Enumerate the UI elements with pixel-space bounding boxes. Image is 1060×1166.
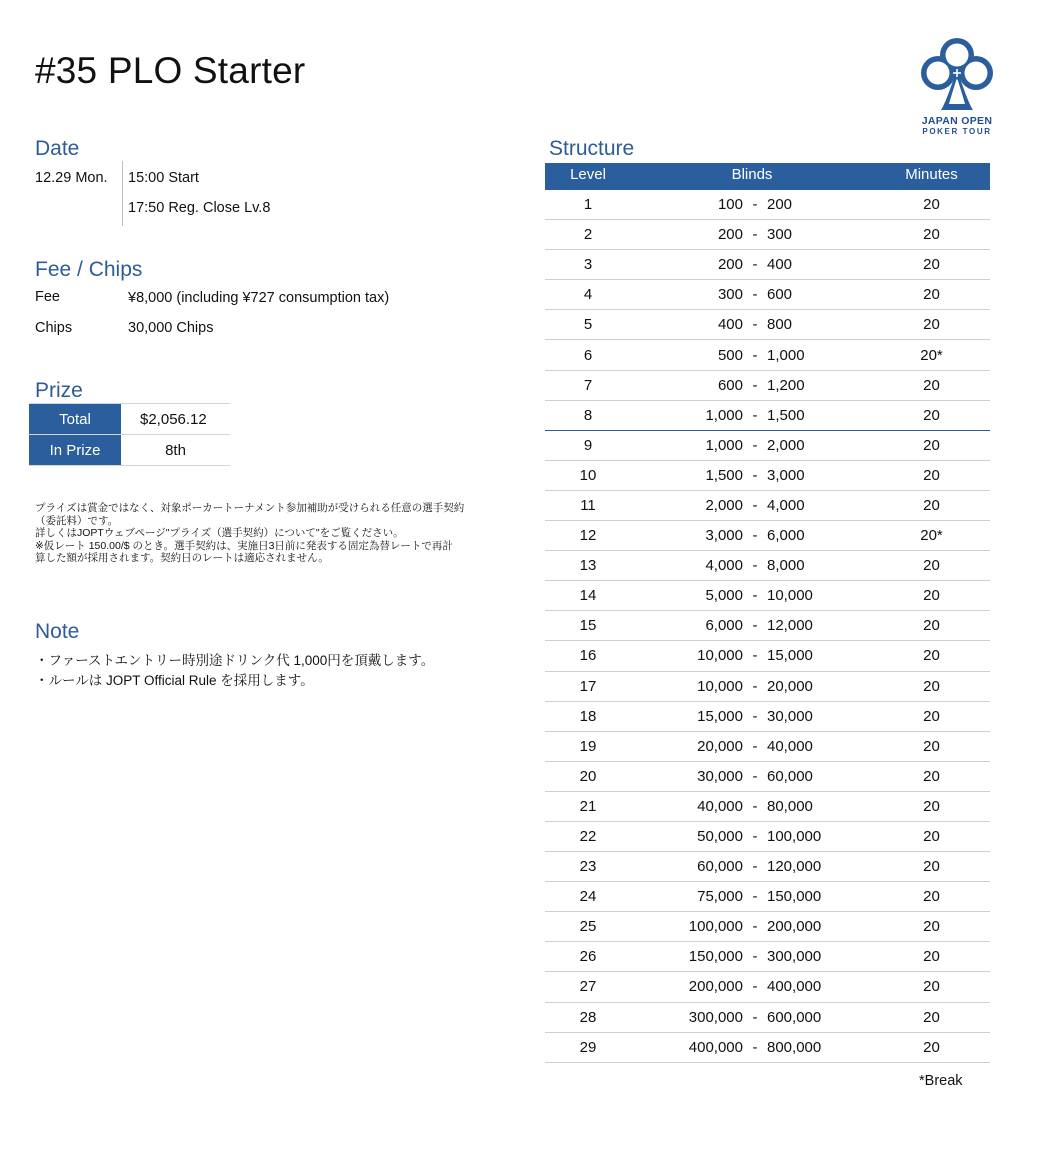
small-blind-cell: 2,000: [705, 496, 743, 514]
minutes-cell: 20: [923, 797, 940, 815]
minutes-cell: 20: [923, 707, 940, 725]
blind-separator: -: [752, 617, 758, 635]
structure-row: [545, 190, 990, 220]
blind-separator: -: [752, 948, 758, 966]
big-blind-cell: 800,000: [767, 1038, 822, 1056]
blind-separator: -: [752, 828, 758, 846]
date-day: 12.29 Mon.: [35, 170, 108, 186]
level-cell: 27: [579, 978, 597, 996]
structure-row: [545, 1003, 990, 1033]
note-list: [35, 651, 434, 691]
structure-row: [545, 732, 990, 762]
small-blind-cell: 10,000: [697, 647, 743, 665]
big-blind-cell: 30,000: [767, 707, 813, 725]
structure-row: [545, 280, 990, 310]
blind-separator: -: [752, 436, 758, 454]
blind-separator: -: [752, 587, 758, 605]
structure-row: [545, 431, 990, 461]
small-blind-cell: 40,000: [697, 797, 743, 815]
structure-row: [545, 581, 990, 611]
small-blind-cell: 300,000: [688, 1008, 743, 1026]
prize-heading: Prize: [35, 379, 83, 402]
small-blind-cell: 1,000: [705, 406, 743, 424]
big-blind-cell: 400,000: [767, 978, 822, 996]
prize-note-line: 算した額が採用されます。契約日のレートは適応されません。: [35, 552, 329, 564]
level-cell: 24: [579, 888, 597, 906]
break-footnote: *Break: [919, 1073, 963, 1089]
small-blind-cell: 15,000: [697, 707, 743, 725]
structure-row: [545, 220, 990, 250]
note-line: ・ファーストエントリー時別途ドリンク代 1,000円を頂戴します。: [35, 653, 435, 668]
fee-value: ¥8,000 (including ¥727 consumption tax): [128, 290, 390, 306]
big-blind-cell: 600: [767, 286, 793, 304]
level-cell: 8: [583, 406, 593, 424]
level-cell: 2: [583, 226, 593, 244]
page-title: #35 PLO Starter: [35, 50, 306, 91]
big-blind-cell: 15,000: [767, 647, 813, 665]
minutes-cell: 20: [923, 406, 940, 424]
minutes-cell: 20: [923, 436, 940, 454]
small-blind-cell: 3,000: [705, 527, 743, 545]
big-blind-cell: 1,200: [767, 376, 805, 394]
note-line: ・ルールは JOPT Official Rule を採用します。: [35, 673, 314, 688]
header-level: Level: [570, 166, 606, 183]
structure-row: [545, 310, 990, 340]
big-blind-cell: 10,000: [767, 587, 813, 605]
small-blind-cell: 200: [717, 256, 743, 274]
small-blind-cell: 150,000: [688, 948, 743, 966]
level-cell: 7: [583, 376, 593, 394]
structure-row: [545, 611, 990, 641]
club-logo-icon: [917, 34, 997, 114]
blind-separator: -: [752, 978, 758, 996]
chips-label: Chips: [35, 320, 73, 336]
small-blind-cell: 100: [717, 196, 743, 214]
prize-note-line: プライズは賞金ではなく、対象ポーカートーナメント参加補助が受けられる任意の選手契約: [35, 502, 465, 514]
small-blind-cell: 10,000: [697, 677, 743, 695]
structure-row: [545, 942, 990, 972]
level-cell: 22: [579, 828, 597, 846]
big-blind-cell: 200,000: [767, 918, 822, 936]
small-blind-cell: 6,000: [705, 617, 743, 635]
chips-value: 30,000 Chips: [128, 320, 214, 336]
header-minutes: Minutes: [905, 166, 958, 183]
level-cell: 5: [583, 316, 593, 334]
big-blind-cell: 60,000: [767, 767, 813, 785]
level-cell: 23: [579, 858, 597, 876]
prize-note-line: （委託料）です。: [35, 514, 119, 527]
blind-separator: -: [752, 316, 758, 334]
minutes-cell: 20: [923, 226, 940, 244]
prize-total-label: Total: [29, 404, 121, 434]
small-blind-cell: 200: [717, 226, 743, 244]
prize-row-total: [29, 403, 230, 435]
level-cell: 25: [579, 918, 597, 936]
structure-row: [545, 401, 990, 431]
blind-separator: -: [752, 737, 758, 755]
blind-separator: -: [752, 527, 758, 545]
note-heading: Note: [35, 620, 80, 643]
blind-separator: -: [752, 707, 758, 725]
big-blind-cell: 6,000: [767, 527, 805, 545]
big-blind-cell: 20,000: [767, 677, 813, 695]
reg-close-time: 17:50 Reg. Close Lv.8: [128, 200, 271, 216]
structure-row: [545, 461, 990, 491]
prize-table: [29, 403, 230, 466]
blind-separator: -: [752, 767, 758, 785]
level-cell: 26: [579, 948, 597, 966]
blind-separator: -: [752, 196, 758, 214]
small-blind-cell: 100,000: [688, 918, 743, 936]
big-blind-cell: 12,000: [767, 617, 813, 635]
prize-row-inprize: [29, 435, 230, 466]
structure-row: [545, 912, 990, 942]
level-cell: 20: [579, 767, 597, 785]
small-blind-cell: 600: [717, 376, 743, 394]
small-blind-cell: 500: [717, 346, 743, 364]
date-heading: Date: [35, 137, 80, 160]
minutes-cell: 20: [923, 496, 940, 514]
level-cell: 18: [579, 707, 597, 725]
big-blind-cell: 150,000: [767, 888, 822, 906]
small-blind-cell: 1,000: [705, 436, 743, 454]
minutes-cell: 20: [923, 737, 940, 755]
blind-separator: -: [752, 1038, 758, 1056]
structure-row: [545, 792, 990, 822]
minutes-cell: 20: [923, 256, 940, 274]
blind-separator: -: [752, 466, 758, 484]
small-blind-cell: 1,500: [705, 466, 743, 484]
big-blind-cell: 4,000: [767, 496, 805, 514]
minutes-cell: 20: [923, 587, 940, 605]
level-cell: 17: [579, 677, 597, 695]
structure-row: [545, 250, 990, 280]
big-blind-cell: 1,500: [767, 406, 805, 424]
small-blind-cell: 50,000: [697, 828, 743, 846]
fee-label: Fee: [35, 289, 60, 305]
minutes-cell: 20: [923, 617, 940, 635]
structure-row: [545, 371, 990, 401]
jopt-logo: [912, 34, 1002, 136]
small-blind-cell: 20,000: [697, 737, 743, 755]
blind-separator: -: [752, 346, 758, 364]
logo-text-line2: POKER TOUR: [922, 127, 992, 136]
minutes-cell: 20*: [920, 346, 943, 364]
big-blind-cell: 2,000: [767, 436, 805, 454]
level-cell: 11: [580, 496, 596, 514]
prize-total-value: $2,056.12: [140, 410, 207, 428]
level-cell: 10: [579, 466, 597, 484]
level-cell: 16: [579, 647, 597, 665]
minutes-cell: 20: [923, 767, 940, 785]
fee-chips-heading: Fee / Chips: [35, 258, 143, 281]
minutes-cell: 20*: [920, 527, 943, 545]
big-blind-cell: 8,000: [767, 557, 805, 575]
prize-note-line: ※仮レート 150.00/$ のとき。選手契約は、実施日3日前に発表する固定為替レートで再計: [35, 539, 453, 552]
big-blind-cell: 300,000: [767, 948, 822, 966]
level-cell: 4: [583, 286, 593, 304]
level-cell: 14: [579, 587, 597, 605]
level-cell: 21: [579, 797, 597, 815]
level-cell: 9: [583, 436, 593, 454]
structure-row: [545, 852, 990, 882]
small-blind-cell: 75,000: [697, 888, 743, 906]
structure-row: [545, 1033, 990, 1063]
minutes-cell: 20: [923, 828, 940, 846]
big-blind-cell: 100,000: [767, 828, 822, 846]
big-blind-cell: 300: [767, 226, 793, 244]
level-cell: 29: [579, 1038, 597, 1056]
small-blind-cell: 5,000: [705, 587, 743, 605]
structure-row: [545, 822, 990, 852]
big-blind-cell: 200: [767, 196, 793, 214]
structure-heading: Structure: [549, 137, 635, 160]
blind-separator: -: [752, 918, 758, 936]
minutes-cell: 20: [923, 858, 940, 876]
minutes-cell: 20: [923, 1038, 940, 1056]
minutes-cell: 20: [923, 888, 940, 906]
level-cell: 1: [583, 196, 593, 214]
level-cell: 19: [579, 737, 597, 755]
structure-row: [545, 340, 990, 370]
level-cell: 15: [579, 617, 597, 635]
blind-separator: -: [752, 406, 758, 424]
blind-separator: -: [752, 496, 758, 514]
small-blind-cell: 400,000: [688, 1038, 743, 1056]
blind-separator: -: [752, 1008, 758, 1026]
blind-separator: -: [752, 797, 758, 815]
prize-disclaimer: [35, 502, 505, 565]
big-blind-cell: 800: [767, 316, 793, 334]
blind-separator: -: [752, 256, 758, 274]
prize-inprize-value: 8th: [165, 441, 186, 459]
date-divider: [122, 161, 123, 226]
small-blind-cell: 400: [717, 316, 743, 334]
blind-separator: -: [752, 376, 758, 394]
structure-row: [545, 551, 990, 581]
level-cell: 13: [579, 557, 597, 575]
big-blind-cell: 40,000: [767, 737, 813, 755]
big-blind-cell: 600,000: [767, 1008, 822, 1026]
level-cell: 12: [579, 527, 597, 545]
big-blind-cell: 80,000: [767, 797, 813, 815]
structure-row: [545, 521, 990, 551]
minutes-cell: 20: [923, 978, 940, 996]
structure-row: [545, 762, 990, 792]
level-cell: 3: [583, 256, 593, 274]
blind-separator: -: [752, 557, 758, 575]
minutes-cell: 20: [923, 557, 940, 575]
structure-row: [545, 972, 990, 1002]
minutes-cell: 20: [923, 1008, 940, 1026]
minutes-cell: 20: [923, 677, 940, 695]
minutes-cell: 20: [923, 918, 940, 936]
header-blinds: Blinds: [731, 166, 773, 183]
big-blind-cell: 120,000: [767, 858, 822, 876]
structure-rows: [545, 190, 990, 1063]
structure-header-row: [545, 163, 990, 190]
minutes-cell: 20: [923, 466, 940, 484]
minutes-cell: 20: [923, 286, 940, 304]
structure-row: [545, 702, 990, 732]
minutes-cell: 20: [923, 647, 940, 665]
structure-row: [545, 882, 990, 912]
structure-row: [545, 641, 990, 671]
big-blind-cell: 1,000: [767, 346, 805, 364]
small-blind-cell: 60,000: [697, 858, 743, 876]
minutes-cell: 20: [923, 196, 940, 214]
level-cell: 28: [579, 1008, 597, 1026]
small-blind-cell: 300: [717, 286, 743, 304]
minutes-cell: 20: [923, 376, 940, 394]
minutes-cell: 20: [923, 948, 940, 966]
structure-table: [545, 163, 990, 1063]
big-blind-cell: 3,000: [767, 466, 805, 484]
prize-inprize-label: In Prize: [29, 435, 121, 465]
small-blind-cell: 30,000: [697, 767, 743, 785]
level-cell: 6: [583, 346, 593, 364]
blind-separator: -: [752, 888, 758, 906]
prize-note-line: 詳しくはJOPTウェブページ"プライズ（選手契約）について"をご覧ください。: [35, 527, 404, 539]
start-time: 15:00 Start: [128, 170, 199, 186]
blind-separator: -: [752, 647, 758, 665]
small-blind-cell: 200,000: [688, 978, 743, 996]
small-blind-cell: 4,000: [705, 557, 743, 575]
minutes-cell: 20: [923, 316, 940, 334]
structure-row: [545, 672, 990, 702]
blind-separator: -: [752, 677, 758, 695]
blind-separator: -: [752, 858, 758, 876]
structure-row: [545, 491, 990, 521]
blind-separator: -: [752, 286, 758, 304]
logo-text-line1: JAPAN OPEN: [921, 115, 993, 127]
blind-separator: -: [752, 226, 758, 244]
big-blind-cell: 400: [767, 256, 793, 274]
